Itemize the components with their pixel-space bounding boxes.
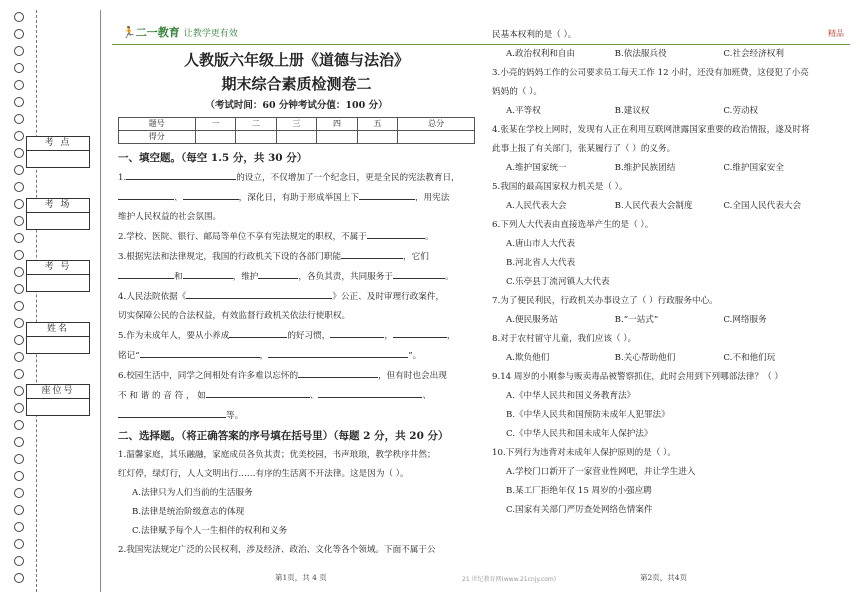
choice-option[interactable]: B.《中华人民共和国预防未成年人犯罪法》	[506, 410, 670, 420]
choice-option[interactable]: B.关心帮助他们	[614, 353, 676, 363]
answer-blank[interactable]	[206, 386, 310, 398]
score-cell[interactable]	[195, 131, 236, 144]
binding-hole	[14, 97, 24, 107]
score-row-label: 得分	[119, 131, 196, 144]
choice-option[interactable]: B.依法服兵役	[614, 49, 667, 59]
answer-blank[interactable]	[140, 346, 260, 358]
score-cell[interactable]	[317, 131, 358, 144]
binding-hole	[14, 318, 24, 328]
score-cell[interactable]	[357, 131, 398, 144]
choice-question-1: 1.温馨家庭，其乐融融，家庭成员各负其责；优美校园，书声琅琅，教学秩序井然； 红灯停，绿灯行，人人文明出行……有序的生活离不开法律。这是因为（ ）。 A.法律只为人们当前的生活服务 B.法律是统治阶级意志的体现 C.法律赋予每个人一生相伴的权利和义务	[118, 446, 475, 541]
choice-option[interactable]: A.政治权利和自由	[506, 49, 576, 59]
fill-question-2: 2.学校、医院、银行、邮局等单位不享有宪法规定的职权，不属于 。	[118, 227, 475, 247]
choice-question-8: 8.对于农村留守儿童，我们应该（ ）。	[492, 334, 637, 344]
choice-option[interactable]: A.法律只为人们当前的生活服务	[132, 488, 253, 498]
score-cell[interactable]	[398, 131, 475, 144]
score-cell[interactable]	[276, 131, 317, 144]
choice-option[interactable]: C.全国人民代表大会	[723, 201, 802, 211]
score-header-cell: 四	[317, 118, 358, 131]
fill-question-1: 1. 的设立，不仅增加了一个纪念日，更是全民的宪法教育日， 、 ，深化日，有助于形成举国上下 ，用宪法 维护人民权益的社会氛围。	[118, 168, 475, 227]
answer-blank[interactable]	[229, 326, 287, 338]
source-watermark: 21 世纪教育网(www.21cnjy.com)	[462, 576, 557, 583]
answer-blank[interactable]	[258, 267, 298, 279]
choice-question-2: 2.我国宪法规定广泛的公民权利，涉及经济、政治、文化等各个领域。下面不属于公	[118, 545, 436, 555]
binding-hole	[14, 539, 24, 549]
page-number-left: 第1页，共 4 页	[275, 573, 327, 582]
choice-option[interactable]: A.欺负他们	[506, 353, 550, 363]
binding-hole	[14, 471, 24, 481]
score-header-cell: 五	[357, 118, 398, 131]
choice-option[interactable]: C.维护国家安全	[723, 163, 784, 173]
seat-number-field[interactable]: 座位号	[26, 384, 90, 416]
binding-hole	[14, 301, 24, 311]
fill-question-5: 5.作为未成年人，要从小养成 的好习惯， ， ， 铭记“ ， ”。	[118, 326, 475, 366]
fill-question-6: 6.校园生活中，同学之间相处有许多难以忘怀的 ，但有时也会出现 不 和 谐 的 音 符 ， 如 、 、 等。	[118, 366, 475, 426]
choice-option[interactable]: C.《中华人民共和国未成年人保护法》	[506, 429, 653, 439]
answer-blank[interactable]	[118, 267, 174, 279]
choice-question-10: 10.下列行为违背对未成年人保护原则的是（ ）。	[492, 448, 676, 458]
fill-question-3: 3.根据宪法和法律规定，我国的行政机关下设的各部门职能 ，它们 和 ，维护 ，各负其责，共同服务于 。	[118, 247, 475, 287]
runner-icon: 🏃	[122, 26, 136, 39]
choice-option[interactable]: C.网络服务	[723, 315, 767, 325]
binding-hole	[14, 80, 24, 90]
choice-option[interactable]: B.法律是统治阶级意志的体现	[132, 507, 245, 517]
choice-question-3: 3.小亮的妈妈工作的公司要求员工每天工作 12 小时，还没有加班费，这侵犯了小亮	[492, 68, 809, 78]
binding-hole	[14, 454, 24, 464]
choice-option[interactable]: C.不和他们玩	[723, 353, 776, 363]
exam-room-field[interactable]: 考 场	[26, 198, 90, 230]
section-choice-heading: 二、选择题。（将正确答案的序号填在括号里）（每题 2 分，共 20 分）	[118, 430, 449, 442]
answer-blank[interactable]	[183, 188, 239, 200]
binding-hole	[14, 522, 24, 532]
binding-hole	[14, 505, 24, 515]
answer-blank[interactable]	[183, 267, 233, 279]
choice-question-5: 5.我国的最高国家权力机关是（ ）。	[492, 182, 628, 192]
binding-hole	[14, 284, 24, 294]
answer-blank[interactable]	[268, 346, 408, 358]
option-row	[492, 197, 832, 216]
choice-option[interactable]: A.平等权	[506, 106, 541, 116]
cut-line	[36, 10, 37, 592]
binding-hole	[14, 386, 24, 396]
binding-hole	[14, 114, 24, 124]
score-header-cell: 题号	[119, 118, 196, 131]
binding-hole	[14, 250, 24, 260]
exam-site-field[interactable]: 考 点	[26, 136, 90, 168]
choice-question-7: 7.为了便民利民，行政机关办事设立了（ ）行政服务中心。	[492, 296, 718, 306]
page-title: 人教版六年级上册《道德与法治》	[183, 51, 409, 69]
choice-option[interactable]: C.社会经济权利	[723, 49, 784, 59]
score-table	[118, 117, 475, 144]
binding-hole	[14, 182, 24, 192]
binding-hole	[14, 556, 24, 566]
choice-option[interactable]: B.某工厂拒绝年仅 15 周岁的小强应聘	[506, 486, 652, 496]
choice-option[interactable]: B.维护民族团结	[614, 163, 676, 173]
fill-question-4: 4.人民法院依据《 》公正、及时审理行政案件， 切实保障公民的合法权益，有效监督行政机关依法行使职权。	[118, 287, 475, 326]
choice-option[interactable]: A.便民服务站	[506, 315, 558, 325]
binding-hole	[14, 403, 24, 413]
option-row	[492, 102, 832, 121]
binding-hole	[14, 437, 24, 447]
choice-option[interactable]: C.国家有关部门严厉查处网络色情案件	[506, 505, 653, 515]
choice-option[interactable]: B.建议权	[614, 106, 650, 116]
binding-hole	[14, 199, 24, 209]
choice-question-4: 4.张某在学校上网时，发现有人正在利用互联网泄露国家重要的政治情报，遂及时将	[492, 125, 810, 135]
choice-option[interactable]: A.学校门口新开了一家营业性网吧，并让学生进入	[506, 467, 696, 477]
page-subtitle-title: 期末综合素质检测卷二	[221, 75, 372, 93]
binding-hole	[14, 488, 24, 498]
choice-option[interactable]: A.人民代表大会	[506, 201, 567, 211]
choice-question-6: 6.下列人大代表由直接选举产生的是（ ）。	[492, 220, 654, 230]
binding-line	[100, 10, 101, 592]
choice-option[interactable]: A.唐山市人大代表	[506, 239, 576, 249]
binding-hole	[14, 148, 24, 158]
answer-blank[interactable]	[126, 168, 236, 180]
choice-question-9: 9.14 周岁的小刚参与贩卖毒品被警察抓住，此时会用到下列哪部法律？（ ）	[492, 372, 784, 382]
answer-blank[interactable]	[118, 406, 226, 418]
choice-option[interactable]: C.劳动权	[723, 106, 759, 116]
name-field[interactable]: 姓名	[26, 322, 90, 354]
choice-option[interactable]: C.乐亭县丁流河镇人大代表	[506, 277, 610, 287]
answer-blank[interactable]	[393, 326, 447, 338]
score-cell[interactable]	[236, 131, 277, 144]
option-row	[492, 45, 832, 64]
premium-tag: 精品	[828, 29, 844, 38]
binding-hole	[14, 46, 24, 56]
binding-strip	[0, 0, 112, 595]
brand-logo: 🏃二一教育 让教学更有效	[122, 26, 238, 39]
choice-option[interactable]: B.人民代表大会制度	[614, 201, 693, 211]
answer-blank[interactable]	[186, 287, 332, 299]
section-fill-heading: 一、填空题。（每空 1.5 分，共 30 分）	[118, 152, 308, 164]
binding-hole	[14, 352, 24, 362]
choice-option[interactable]: A.《中华人民共和国义务教育法》	[506, 391, 636, 401]
answer-blank[interactable]	[359, 188, 415, 200]
score-header-cell: 三	[276, 118, 317, 131]
binding-hole	[14, 573, 24, 583]
answer-blank[interactable]	[318, 386, 422, 398]
score-header-cell: 一	[195, 118, 236, 131]
page-number-right: 第2页，共4页	[640, 573, 688, 582]
binding-holes	[14, 12, 26, 590]
choice-option[interactable]: A.维护国家统一	[506, 163, 567, 173]
answer-blank[interactable]	[341, 247, 403, 259]
binding-hole	[14, 12, 24, 22]
binding-hole	[14, 233, 24, 243]
binding-hole	[14, 335, 24, 345]
exam-number-field[interactable]: 考 号	[26, 260, 90, 292]
binding-hole	[14, 131, 24, 141]
answer-blank[interactable]	[298, 366, 378, 378]
binding-hole	[14, 216, 24, 226]
left-column	[118, 48, 475, 560]
answer-blank[interactable]	[330, 326, 384, 338]
answer-blank[interactable]	[393, 267, 445, 279]
binding-hole	[14, 165, 24, 175]
binding-hole	[14, 29, 24, 39]
choice-question-2-cont: 民基本权利的是（ ）。	[492, 30, 577, 40]
choice-option[interactable]: B.河北省人大代表	[506, 258, 576, 268]
option-row	[492, 311, 832, 330]
right-column: 民基本权利的是（ ）。 A.政治权利和自由 B.依法服兵役 C.社会经济权利 3.小亮的妈妈工作的公司要求员工每天工作 12 小时，还没有加班费，这侵犯了小亮 妈妈的（ ）。 A.平等权 B.建议权 C.劳动权 4.张某在学校上网时，发现有人正在利用互联网泄露国家重要的政治情报，遂及时将 此事上报了有关部门，张某履行了（ ）的义务。 A.维护国家统一 B.维护民族团结 C.维护国家安全 5.我国的最高国家权力机关是（ ）。 A.人民代表大会 B.人民代表大会制度 C.全国人民代表大会 6.下列人大代表由直接选举产生的是（ ）。 A.唐山市人大代表 B.河北省人大代表 C.乐亭县丁流河镇人大代表 7.为了便民利民，行政机关办事设立了（ ）行政服务中心。 A.便民服务站 B.“一站式” C.网络服务 8.对于农村留守儿童，我们应该（ ）。 A.欺负他们 B.关心帮助他们 C.不和他们玩 9.14 周岁的小刚参与贩卖毒品被警察抓住，此时会用到下列哪部法律？（ ） A.《中华人民共和国义务教育法》 B.《中华人民共和国预防未成年人犯罪法》 C.《中华人民共和国未成年人保护法》 10.下列行为违背对未成年人保护原则的是（ ）。 A.学校门口新开了一家营业性网吧，并让学生进入 B.某工厂拒绝年仅 15 周岁的小强应聘 C.国家有关部门严厉查处网络色情案件	[492, 22, 832, 520]
binding-hole	[14, 267, 24, 277]
choice-option[interactable]: B.“一站式”	[614, 315, 659, 325]
binding-hole	[14, 63, 24, 73]
option-row	[492, 159, 832, 178]
answer-blank[interactable]	[367, 227, 425, 239]
binding-hole	[14, 420, 24, 430]
binding-hole	[14, 369, 24, 379]
score-header-cell: 总分	[398, 118, 475, 131]
choice-option[interactable]: C.法律赋予每个人一生相伴的权利和义务	[132, 526, 288, 536]
exam-info: （考试时间：60 分钟考试分值：100 分）	[205, 100, 388, 111]
option-row	[492, 349, 832, 368]
score-header-cell: 二	[236, 118, 277, 131]
answer-blank[interactable]	[118, 188, 174, 200]
